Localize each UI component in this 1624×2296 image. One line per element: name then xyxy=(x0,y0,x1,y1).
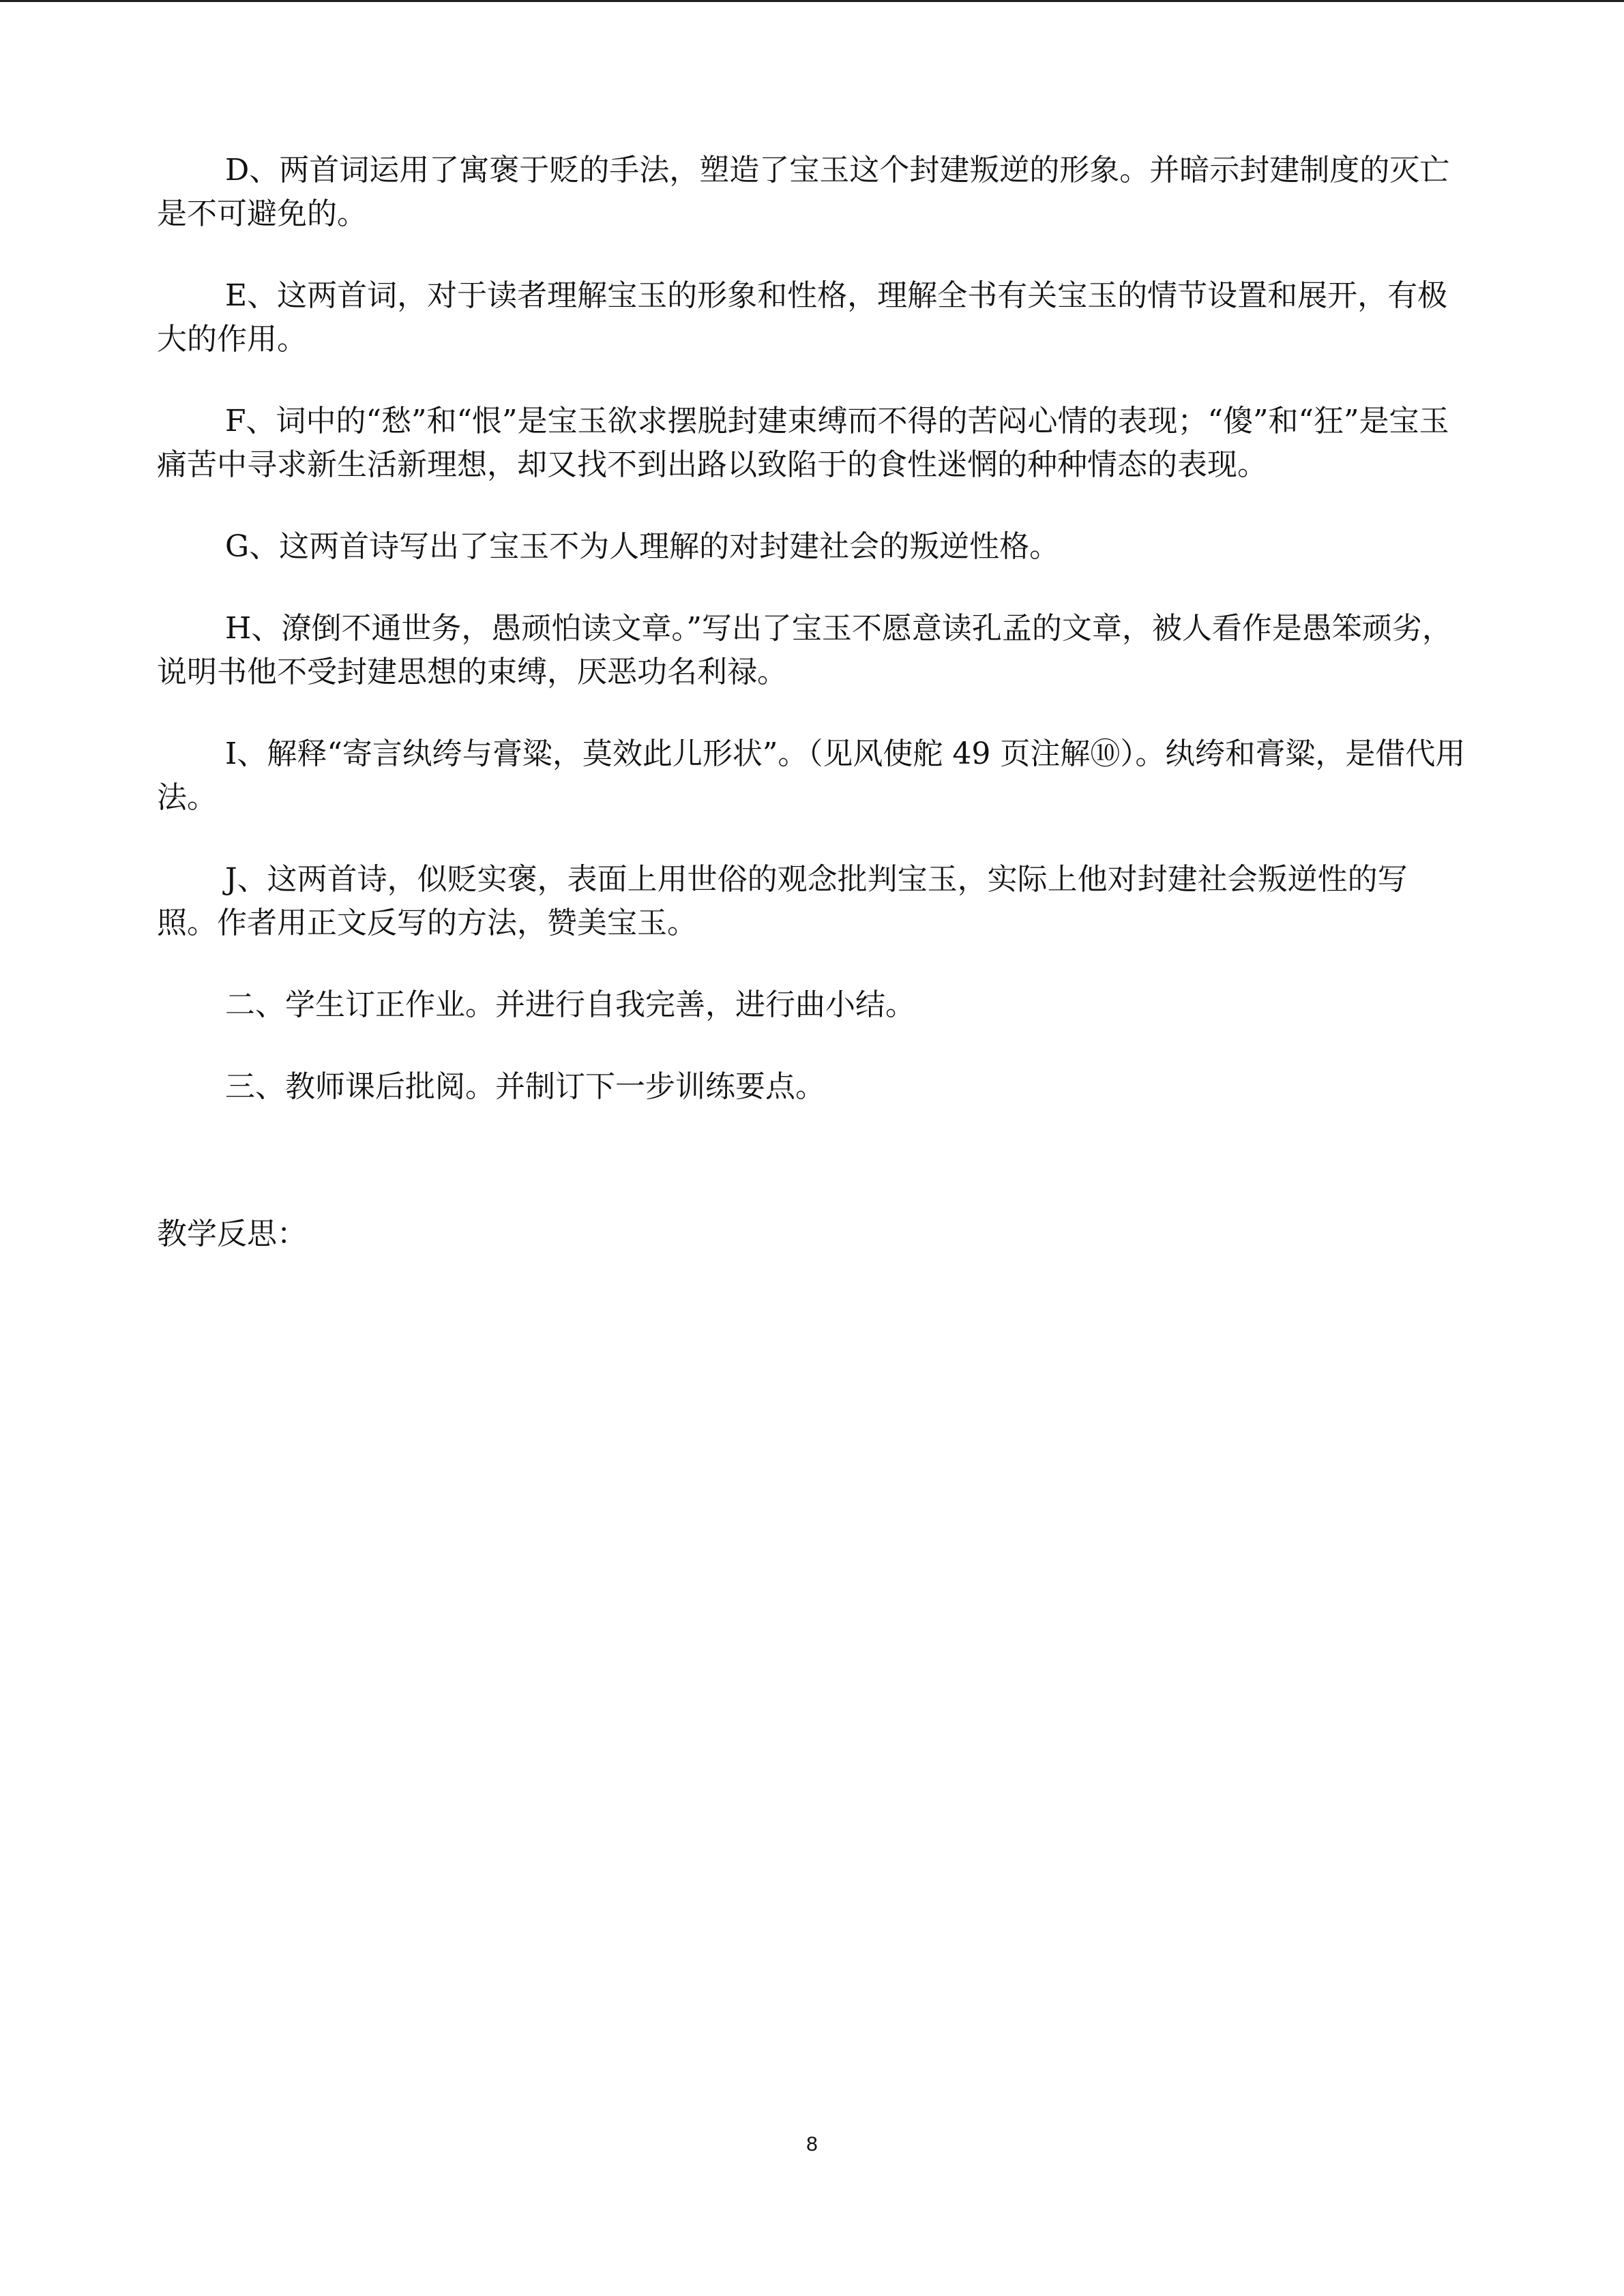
paragraph-g: G、这两首诗写出了宝玉不为人理解的对封建社会的叛逆性格。 xyxy=(225,529,1060,564)
paragraph-j: J、这两首诗，似贬实褒，表面上用世俗的观念批判宝玉，实际上他对封建社会叛逆性的写照。作者用正文反写的方法，赞美宝玉。 xyxy=(157,862,1408,940)
step-two: 二、学生订正作业。并进行自我完善，进行曲小结。 xyxy=(225,987,915,1022)
top-border-line xyxy=(0,0,1624,2)
paragraph-f: F、词中的“愁”和“恨”是宝玉欲求摆脱封建束缚而不得的苦闷心情的表现；“傻”和“狂”是宝玉痛苦中寻求新生活新理想，却又找不到出路以致陷于的食性迷惘的种种情态的表现。 xyxy=(157,404,1449,482)
paragraph-i: I、解释“寄言纨绔与膏粱，莫效此儿形状”。（见风使舵 49 页注解⑩）。纨绔和膏粱，是借代用法。 xyxy=(157,736,1466,815)
reflection-label: 教学反思： xyxy=(157,1217,307,1251)
paragraph-h: H、潦倒不通世务，愚顽怕读文章。”写出了宝玉不愿意读孔孟的文章，被人看作是愚笨顽劣，说明书他不受封建思想的束缚，厌恶功名利禄。 xyxy=(157,611,1452,689)
document-body xyxy=(157,149,1466,1294)
paragraph-d: D、两首词运用了寓褒于贬的手法，塑造了宝玉这个封建叛逆的形象。并暗示封建制度的灭亡是不可避免的。 xyxy=(157,153,1450,231)
step-three: 三、教师课后批阅。并制订下一步训练要点。 xyxy=(225,1069,825,1104)
section-spacer xyxy=(157,1147,1466,1212)
page-number: 8 xyxy=(806,2133,818,2156)
paragraph-e: E、这两首词，对于读者理解宝玉的形象和性格，理解全书有关宝玉的情节设置和展开，有极大的作用。 xyxy=(157,278,1448,357)
